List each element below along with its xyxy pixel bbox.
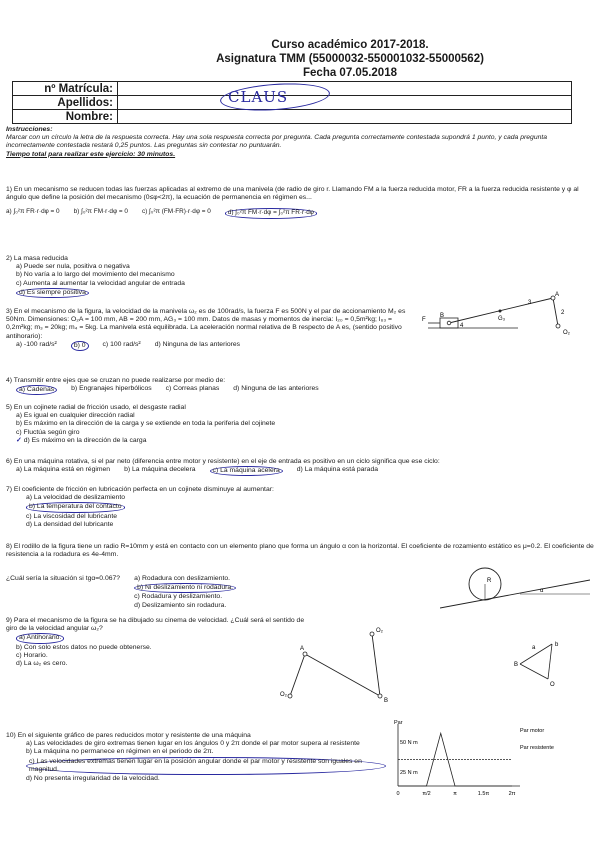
option-d[interactable]: d) Deslizamiento sin rodadura. bbox=[134, 601, 227, 609]
apellidos-label: Apellidos: bbox=[13, 96, 118, 110]
option-a[interactable]: a) Rodadura con deslizamiento. bbox=[134, 575, 231, 582]
question-stem: 10) En el siguiente gráfico de pares reducidos motor y resistente de una máquina bbox=[6, 732, 251, 739]
instructions-time: Tiempo total para realizar este ejercicio: 30 minutos. bbox=[6, 150, 176, 158]
fig3-label: O₂ bbox=[563, 330, 570, 336]
nombre-label: Nombre: bbox=[13, 110, 118, 124]
option-c[interactable]: c) ∫₀²π (FM·FR)·r·dφ = 0 bbox=[141, 208, 211, 216]
pivot-o2 bbox=[288, 694, 292, 698]
fig3-label: G₃ bbox=[498, 316, 506, 322]
option-c[interactable]: c) 100 rad/s² bbox=[102, 340, 141, 348]
mechanism-figure-q9 bbox=[280, 624, 590, 714]
option-c[interactable]: c) Horario. bbox=[16, 651, 48, 659]
velocity-polygon-side bbox=[520, 664, 548, 679]
legend-resistente: Par resistente bbox=[520, 745, 554, 751]
option-a[interactable]: a) -100 rad/s² bbox=[16, 340, 57, 348]
option-c[interactable]: c) La máquina acelera bbox=[210, 466, 283, 476]
question-stem: 1) En un mecanismo se reducen todas las fuerzas aplicadas al extremo de una manivela (de radio de giro r. Llamando FM a la fuerza reducida motor, FR a la fuerza reducida resistente y φ al ángulo que define la posición del mecanismo (0≤φ<2π), la ecuación de permanencia en régimen es... bbox=[6, 186, 579, 202]
option-a[interactable]: a) Las velocidades de giro extremas tienen lugar en los ángulos 0 y 2π donde el par motor supera al resistente bbox=[26, 740, 360, 748]
joint-b bbox=[378, 694, 382, 698]
option-d[interactable]: d) Ninguna de las anteriores bbox=[154, 340, 241, 348]
option-b[interactable]: b) ∫₀²π FM·r·dφ = 0 bbox=[73, 208, 128, 216]
question-stem: 8) El rodillo de la figura tiene un radio R=10mm y está en contacto con un elemento plano que forma un ángulo α con la horizontal. El coeficiente de rozamiento estático es μ=0.2. El coeficiente de resistencia a la rodadura es 4e-4mm. bbox=[6, 543, 594, 559]
option-d[interactable]: d) La ω₂ es cero. bbox=[16, 660, 68, 668]
fig8-label: R bbox=[487, 578, 492, 584]
option-b[interactable]: b) Engranajes hiperbólicos bbox=[71, 385, 152, 393]
velocity-polygon-side bbox=[548, 644, 552, 679]
instructions-title: Instrucciones: bbox=[6, 126, 53, 133]
pivot-o4 bbox=[370, 632, 374, 636]
fig9-label: A bbox=[300, 646, 305, 652]
option-b[interactable]: b) Con solo estos datos no puede obtenerse. bbox=[16, 643, 152, 651]
fig3-label: 4 bbox=[460, 323, 464, 329]
instructions-body: Marcar con un círculo la letra de la respuesta correcta. Hay una sola respuesta correcta por pregunta. Cada pregunta correctamente contestada supondrá 1 punto, y cada pregunta incorrectamente contestada restará 0,25 puntos. Las preguntas sin contestar no puntuarán. bbox=[6, 134, 548, 150]
question-stem: 4) Transmitir entre ejes que se cruzan no puede realizarse por medio de: bbox=[6, 377, 226, 384]
fig3-label: F bbox=[422, 317, 426, 323]
option-b[interactable]: b) Ni deslizamiento ni rodadura. bbox=[134, 583, 236, 593]
question-7 bbox=[6, 486, 596, 529]
question-1 bbox=[6, 186, 596, 219]
fig9-label: O₂ bbox=[376, 628, 383, 634]
velocity-polygon-side bbox=[520, 644, 552, 664]
option-d[interactable]: d) La máquina está parada bbox=[296, 466, 379, 474]
option-b[interactable]: b) No varía a lo largo del movimiento del mecanismo bbox=[16, 271, 175, 279]
option-d[interactable]: d) Es máximo en la dirección de la carga bbox=[23, 436, 147, 444]
question-4 bbox=[6, 377, 596, 395]
option-c[interactable]: c) Correas planas bbox=[165, 385, 220, 393]
option-c[interactable]: c) Rodadura y deslizamiento. bbox=[134, 593, 223, 601]
option-c[interactable]: c) Fluctúa según giro bbox=[16, 428, 80, 436]
option-b[interactable]: b) 0 bbox=[71, 341, 89, 351]
fig9-label: b bbox=[555, 642, 559, 648]
x-tick-label: π/2 bbox=[422, 791, 431, 797]
fig3-label: A bbox=[555, 292, 560, 298]
fig8-label: α bbox=[540, 588, 544, 594]
course-title: Curso académico 2017-2018. bbox=[271, 39, 429, 51]
fig3-label: 2 bbox=[561, 310, 565, 316]
option-d[interactable]: d) ∫₀²π FM·r·dφ = ∫₀²π FR·r·dφ bbox=[225, 208, 317, 218]
crank bbox=[290, 654, 305, 696]
matricula-label: nº Matrícula: bbox=[13, 82, 118, 96]
question-8 bbox=[6, 543, 596, 559]
mechanism-figure-q3 bbox=[418, 290, 583, 340]
option-d[interactable]: d) Es siempre positiva bbox=[16, 288, 89, 298]
joint-a bbox=[303, 652, 307, 656]
fig3-label: 3 bbox=[528, 300, 532, 306]
fig9-label: O bbox=[550, 682, 555, 688]
option-c[interactable]: c) La viscosidad del lubricante bbox=[26, 512, 118, 520]
exam-date: Fecha 07.05.2018 bbox=[303, 67, 397, 79]
rocker bbox=[372, 634, 380, 696]
option-b[interactable]: b) La máquina decelera bbox=[124, 466, 196, 474]
nombre-field[interactable] bbox=[118, 110, 572, 124]
value-label-top: 50 N m bbox=[400, 740, 418, 746]
subject-title: Asignatura TMM (55000032-550001032-55000562) bbox=[216, 53, 484, 65]
x-tick-label: 0 bbox=[396, 791, 400, 797]
coupler bbox=[305, 654, 380, 696]
question-stem: 2) La masa reducida bbox=[6, 255, 68, 262]
question-stem: 9) Para el mecanismo de la figura se ha dibujado su cinema de velocidad. ¿Cuál será el sentido de giro de la velocidad angular ω₂? bbox=[6, 617, 305, 633]
option-a[interactable]: a) Puede ser nula, positiva o negativa bbox=[16, 263, 130, 271]
fig9-label: O₂ bbox=[280, 692, 287, 698]
question-9 bbox=[6, 617, 306, 668]
y-axis-label: Par bbox=[394, 720, 403, 726]
x-tick-label: 2π bbox=[508, 791, 516, 797]
question-6 bbox=[6, 458, 596, 476]
option-a[interactable]: a) La máquina está en régimen bbox=[16, 466, 111, 474]
question-stem: 5) En un cojinete radial de fricción usado, el desgaste radial bbox=[6, 404, 186, 411]
x-tick-label: π bbox=[453, 791, 457, 797]
roller-figure-q8 bbox=[440, 562, 590, 612]
option-a[interactable]: a) ∫₀²π FR·r·dφ = 0 bbox=[6, 208, 60, 216]
option-a[interactable]: a) Es igual en cualquier dirección radial bbox=[16, 412, 135, 420]
option-d[interactable]: d) La densidad del lubricante bbox=[26, 520, 114, 528]
question-stem: 7) El coeficiente de fricción en lubricación perfecta en un cojinete disminuye al aumentar: bbox=[6, 486, 274, 493]
option-c[interactable]: c) Las velocidades extremas tienen lugar en la posición angular donde el par motor y resistente son iguales en magnitud. bbox=[26, 757, 386, 775]
question-10 bbox=[6, 732, 386, 783]
option-c[interactable]: c) Aumenta al aumentar la velocidad angular de entrada bbox=[16, 279, 185, 287]
option-b[interactable]: b) Es máximo en la dirección de la carga y se extiende en toda la periferia del cojinete bbox=[16, 420, 276, 428]
fig3-label: B bbox=[440, 313, 445, 319]
option-b[interactable]: b) La temperatura del contacto bbox=[26, 502, 125, 512]
pivot-o2 bbox=[556, 324, 560, 328]
joint-b bbox=[447, 321, 451, 325]
torque-chart bbox=[390, 718, 590, 798]
question-8-options bbox=[6, 575, 426, 610]
handwritten-surname: CLAUS bbox=[228, 88, 289, 106]
x-tick-label: 1.5π bbox=[477, 791, 490, 797]
instructions-block bbox=[6, 126, 594, 159]
question-prompt: ¿Cuál sería la situación si tgα=0.067? bbox=[6, 575, 121, 582]
matricula-field[interactable] bbox=[118, 82, 572, 96]
apellidos-field[interactable] bbox=[118, 96, 572, 110]
question-stem: 3) En el mecanismo de la figura, la velocidad de la manivela ω₂ es de 100rad/s, la fuerza F es 500N y el par de accionamiento M₂ es 50Nm. Dimensiones: O₂A = 100 mm, AB = 200 mm, AG₃ = 100 mm. Datos de masas y momentos de inercia: I₂₀ = 0,5m²kg; I₆₃ = 0,2m²kg; m₃ = 20kg; m₄ = 5kg. La manivela está equilibrada. La aceleración normal relativa de B respecto de A es, (sentido positivo antihorario): bbox=[6, 308, 406, 340]
option-b[interactable]: b) La máquina no permanece en régimen en el periodo de 2π. bbox=[26, 748, 214, 756]
option-a[interactable]: a) La velocidad de deslizamiento bbox=[26, 494, 125, 502]
option-a[interactable]: a) Cadenas bbox=[16, 385, 57, 395]
center-g3 bbox=[499, 310, 502, 313]
fig9-label: B bbox=[384, 698, 389, 704]
fig9-label: B bbox=[514, 662, 519, 668]
question-5: 5) En un cojinete radial de fricción usado, el desgaste radial a) Es igual en cualquier dirección radial b) Es máximo en la dirección de la carga y se extiende en toda la periferia del cojinete c) Fluctúa según giro ✓ d) Es máximo en la dirección de la carga bbox=[6, 404, 596, 445]
question-3 bbox=[6, 308, 416, 351]
legend-motor: Par motor bbox=[520, 728, 545, 734]
question-stem: 6) En una máquina rotativa, si el par neto (diferencia entre motor y resistente) en el eje de entrada es positivo en un ciclo significa que ese ciclo: bbox=[6, 458, 440, 465]
value-label-low: 25 N m bbox=[400, 770, 418, 776]
option-a[interactable]: a) Antihorario. bbox=[16, 633, 64, 643]
option-d[interactable]: d) No presenta irregularidad de la velocidad. bbox=[26, 775, 160, 783]
option-d[interactable]: d) Ninguna de las anteriores bbox=[233, 385, 319, 393]
crank-o2a bbox=[553, 298, 558, 326]
fig9-label: a bbox=[532, 645, 536, 651]
